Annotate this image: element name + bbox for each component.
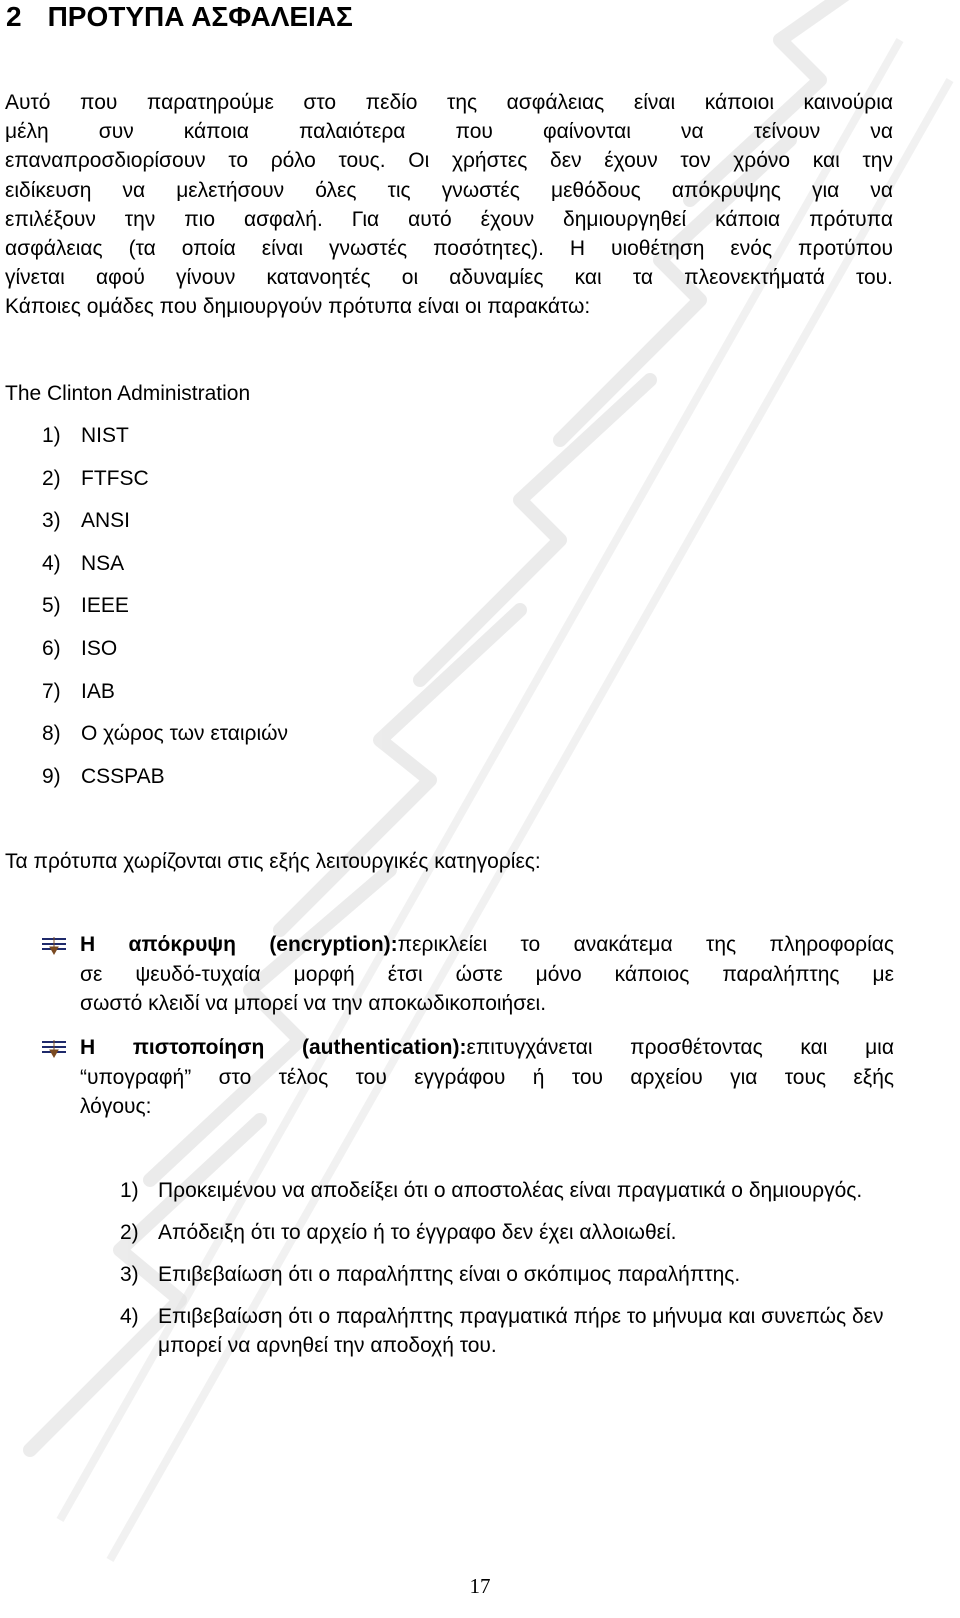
intro-line: επιλέξουν την πιο ασφαλή. Για αυτό έχουν δημιουργηθεί κάποια πρότυπα [5, 207, 893, 231]
bullet-line: σωστό κλειδί να μπορεί να την αποκωδικοποιήσει. [80, 992, 547, 1015]
list-item [120, 1260, 894, 1289]
intro-line: Κάποιες ομάδες που δημιουργούν πρότυπα είναι οι παρακάτω: [5, 295, 591, 319]
list-item [120, 1302, 894, 1360]
list-item [42, 763, 288, 806]
list-number: 2) [120, 1221, 139, 1244]
intro-line: επαναπροσδιορίσουν το ρόλο τους. Οι χρήστες δεν έχουν τον χρόνο και την [5, 149, 893, 173]
list-item [42, 465, 288, 508]
list-number: 5) [42, 594, 61, 618]
intro-line: γίνεται αφού γίνουν κατανοητές οι αδυναμίες και τα πλεονεκτήματά του. [5, 266, 893, 290]
reason-text: Προκειμένου να αποδείξει ότι ο αποστολέας είναι πραγματικά ο δημιουργός. [158, 1179, 863, 1202]
bullet-line: σε ψευδό-τυχαία μορφή έτσι ώστε μόνο κάποιος παραλήπτης με [80, 962, 894, 986]
down-arrow-bullet-icon [42, 1040, 66, 1058]
organizations-list [42, 422, 288, 805]
list-number: 1) [120, 1179, 139, 1202]
bullet-authentication [42, 1033, 894, 1122]
section-heading [6, 0, 353, 34]
organization-name: FTFSC [81, 466, 149, 490]
list-number: 1) [42, 424, 61, 447]
list-item [42, 422, 288, 465]
bullet-text [80, 1033, 894, 1122]
list-number: 3) [120, 1263, 139, 1286]
bullet-line: “υπογραφή” στο τέλος του εγγράφου ή του αρχείου για τους εξής [80, 1065, 894, 1089]
bullet-line: λόγους: [80, 1095, 152, 1118]
list-item [42, 592, 288, 635]
list-item [42, 678, 288, 721]
organization-name: ISO [81, 636, 118, 660]
intro-line: μέλη συν κάποια παλαιότερα που φαίνονται να τείνουν να [5, 120, 893, 144]
list-number: 9) [42, 764, 61, 788]
list-item [42, 550, 288, 593]
reason-text: Επιβεβαίωση ότι ο παραλήπτης είναι ο σκόπιμος παραλήπτης. [158, 1263, 741, 1286]
list-number: 8) [42, 722, 61, 746]
down-arrow-bullet-icon [42, 937, 66, 955]
organization-name: NSA [81, 551, 125, 575]
organization-name: Ο χώρος των εταιριών [81, 722, 289, 746]
bullet-encryption [42, 930, 894, 1019]
subheading: The Clinton Administration [5, 382, 251, 405]
bullet-line [80, 1033, 894, 1063]
list-item [42, 507, 288, 550]
list-number: 2) [42, 466, 61, 490]
bullet-text [80, 930, 894, 1019]
section-number: 2 [6, 1, 22, 32]
bullet-term: Η πιστοποίηση (authentication): [80, 1036, 467, 1059]
list-item [120, 1176, 894, 1205]
intro-line: Αυτό που παρατηρούμε στο πεδίο της ασφάλειας είναι κάποιοι καινούρια [5, 91, 893, 114]
organization-name: CSSPAB [81, 764, 165, 788]
categories-intro: Τα πρότυπα χωρίζονται στις εξής λειτουργικές κατηγορίες: [5, 850, 541, 873]
intro-paragraph [5, 88, 893, 322]
organization-name: IAB [81, 679, 115, 703]
organization-name: IEEE [81, 594, 129, 618]
bullet-text-1: περικλείει το ανακάτεμα της πληροφορίας [397, 933, 894, 956]
section-title: ΠΡΟΤΥΠΑ ΑΣΦΑΛΕΙΑΣ [47, 1, 353, 32]
reason-text: Επιβεβαίωση ότι ο παραλήπτης πραγματικά πήρε το μήνυμα και συνεπώς δεν μπορεί να αρνηθεί την αποδοχή του. [158, 1305, 884, 1357]
intro-line: ασφάλειας (τα οποία είναι γνωστές ποσότητες). Η υιοθέτηση ενός προτύπου [5, 237, 893, 261]
organization-name: NIST [81, 424, 129, 447]
list-number: 6) [42, 636, 61, 660]
bullet-line [80, 930, 894, 960]
list-item [42, 635, 288, 678]
authentication-reasons-list [120, 1176, 894, 1373]
bullet-term: Η απόκρυψη (encryption): [80, 933, 398, 956]
list-number: 3) [42, 509, 61, 533]
reason-text: Απόδειξη ότι το αρχείο ή το έγγραφο δεν έχει αλλοιωθεί. [158, 1221, 677, 1244]
organization-name: ANSI [81, 509, 131, 533]
page-number: 17 [469, 1574, 491, 1598]
list-number: 4) [42, 551, 61, 575]
list-item [120, 1218, 894, 1247]
intro-line: ειδίκευση να μελετήσουν όλες τις γνωστές μεθόδους απόκρυψης για να [5, 178, 893, 202]
list-number: 7) [42, 679, 61, 703]
list-item [42, 720, 288, 763]
list-number: 4) [120, 1305, 139, 1328]
bullet-text-1: επιτυγχάνεται προσθέτοντας και μια [466, 1036, 894, 1059]
